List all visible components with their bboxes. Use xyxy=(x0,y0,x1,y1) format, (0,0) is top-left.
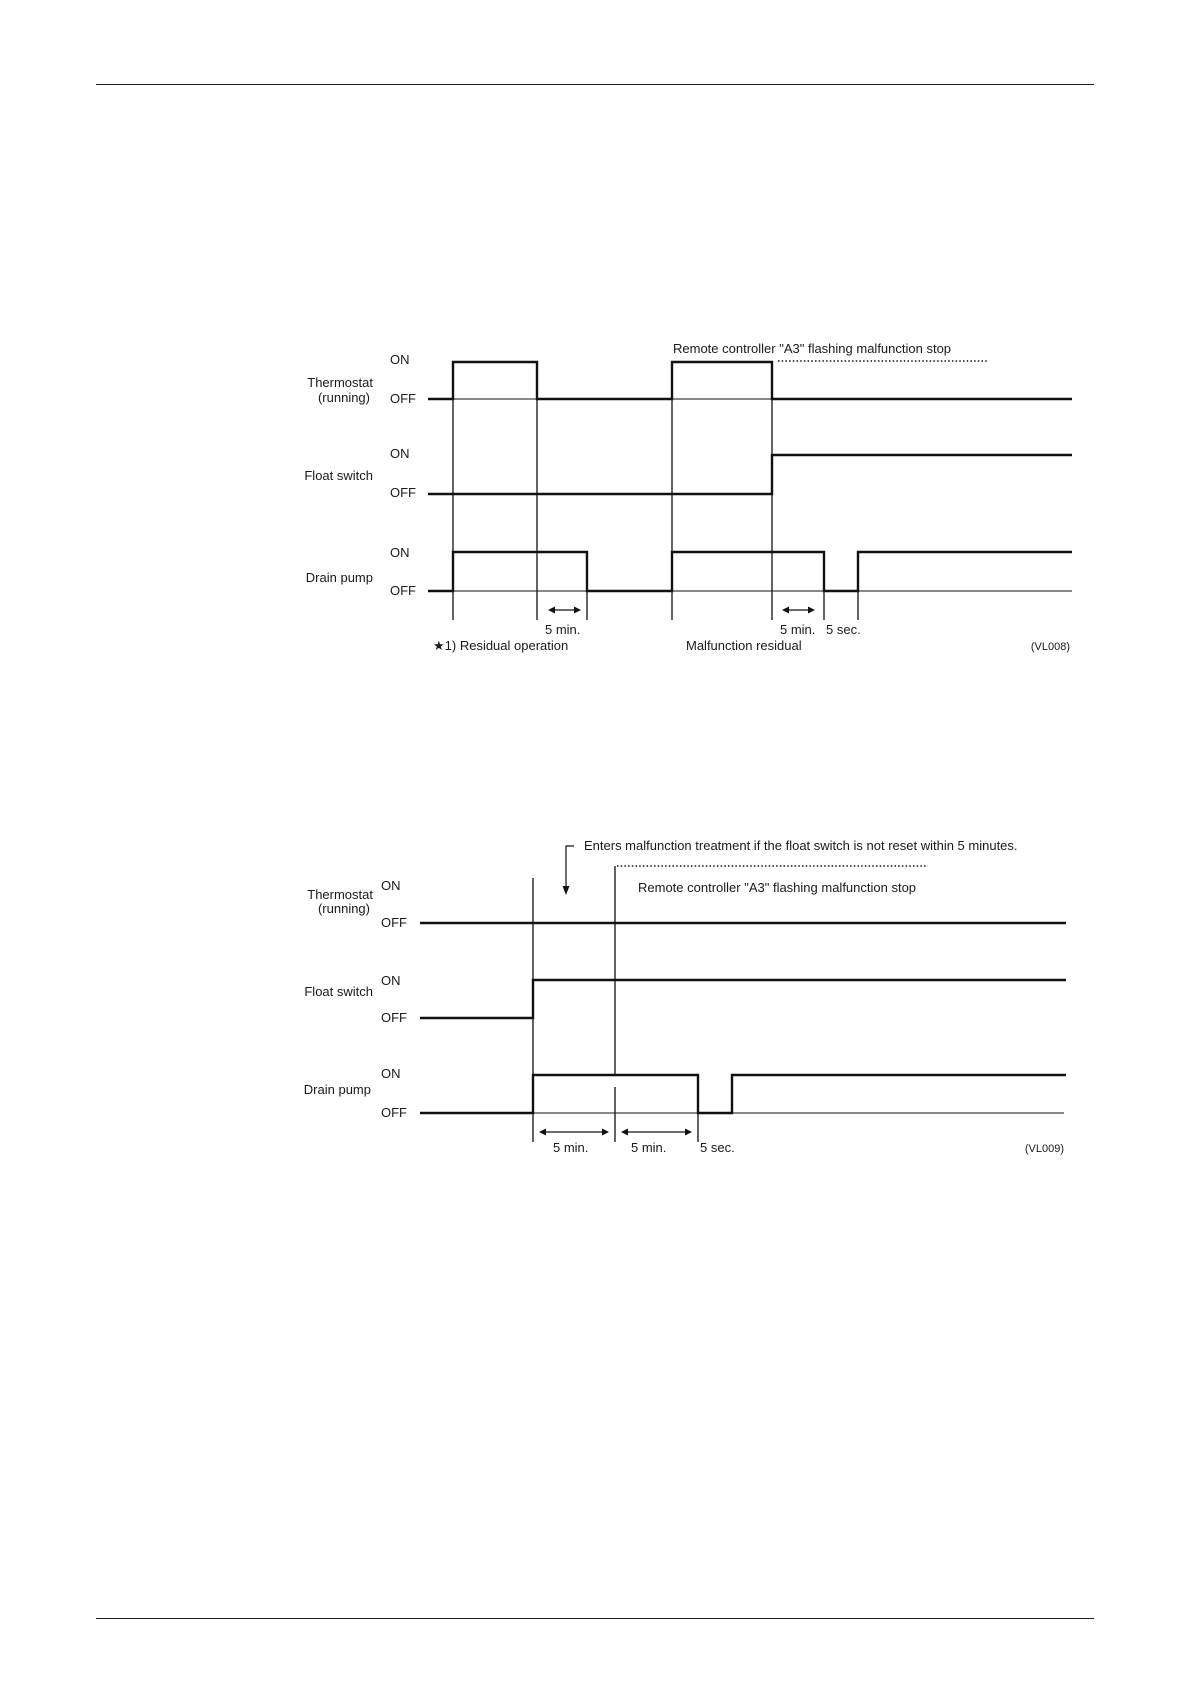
dimension-label-5min: 5 min. xyxy=(553,1140,589,1155)
float-switch-label: Float switch xyxy=(304,468,373,483)
float-on-label: ON xyxy=(381,973,401,988)
thermostat-off-label: OFF xyxy=(381,915,407,930)
thermostat-on-label: ON xyxy=(381,878,401,893)
malfunction-note: Remote controller "A3" flashing malfunction stop xyxy=(638,880,917,895)
thermostat-waveform xyxy=(428,362,1072,399)
pump-on-label: ON xyxy=(381,1066,401,1081)
note-leader xyxy=(566,846,574,888)
arrowhead xyxy=(621,1129,628,1136)
figure-id: (VL008) xyxy=(1030,641,1070,653)
drain-pump-waveform xyxy=(428,552,1072,591)
float-on-label: ON xyxy=(390,446,410,461)
malfunction-treatment-note: Enters malfunction treatment if the float switch is not reset within 5 minutes. xyxy=(584,838,1018,853)
thermostat-label: Thermostat xyxy=(307,887,373,902)
thermostat-sublabel: (running) xyxy=(317,901,370,916)
pump-on-label: ON xyxy=(390,545,410,560)
thermostat-off-label: OFF xyxy=(390,391,416,406)
drain-pump-label: Drain pump xyxy=(305,570,373,585)
arrowhead xyxy=(602,1129,609,1136)
footer-rule xyxy=(96,1618,1094,1619)
dimension-label-5min: 5 min. xyxy=(545,622,581,637)
drain-pump-waveform xyxy=(420,1075,1066,1113)
thermostat-label: Thermostat xyxy=(307,375,373,390)
arrowhead xyxy=(539,1129,546,1136)
thermostat-sublabel: (running) xyxy=(317,390,370,405)
float-off-label: OFF xyxy=(381,1010,407,1025)
pump-off-label: OFF xyxy=(390,583,416,598)
arrowhead xyxy=(808,607,815,614)
arrowhead xyxy=(685,1129,692,1136)
thermostat-on-label: ON xyxy=(390,352,410,367)
pump-off-label: OFF xyxy=(381,1105,407,1120)
arrowhead xyxy=(782,607,789,614)
arrowhead xyxy=(563,886,570,895)
dimension-label-5min: 5 min. xyxy=(631,1140,667,1155)
float-switch-waveform xyxy=(420,980,1066,1018)
float-switch-waveform xyxy=(428,455,1072,494)
drain-pump-label: Drain pump xyxy=(303,1082,371,1097)
header-rule xyxy=(96,84,1094,85)
malfunction-note: Remote controller "A3" flashing malfunction stop xyxy=(673,341,952,356)
dimension-label-5min: 5 min. xyxy=(780,622,816,637)
dimension-label-5sec: 5 sec. xyxy=(826,622,861,637)
float-switch-label: Float switch xyxy=(304,984,373,999)
caption-malfunction-residual: Malfunction residual xyxy=(686,638,802,653)
arrowhead xyxy=(548,607,555,614)
arrowhead xyxy=(574,607,581,614)
caption-residual-operation: ★1) Residual operation xyxy=(433,638,569,653)
figure-id: (VL009) xyxy=(1024,1143,1064,1155)
timing-diagram-vl009 xyxy=(0,830,1190,1160)
float-off-label: OFF xyxy=(390,485,416,500)
timing-diagram-vl008 xyxy=(0,330,1190,660)
dimension-label-5sec: 5 sec. xyxy=(700,1140,735,1155)
